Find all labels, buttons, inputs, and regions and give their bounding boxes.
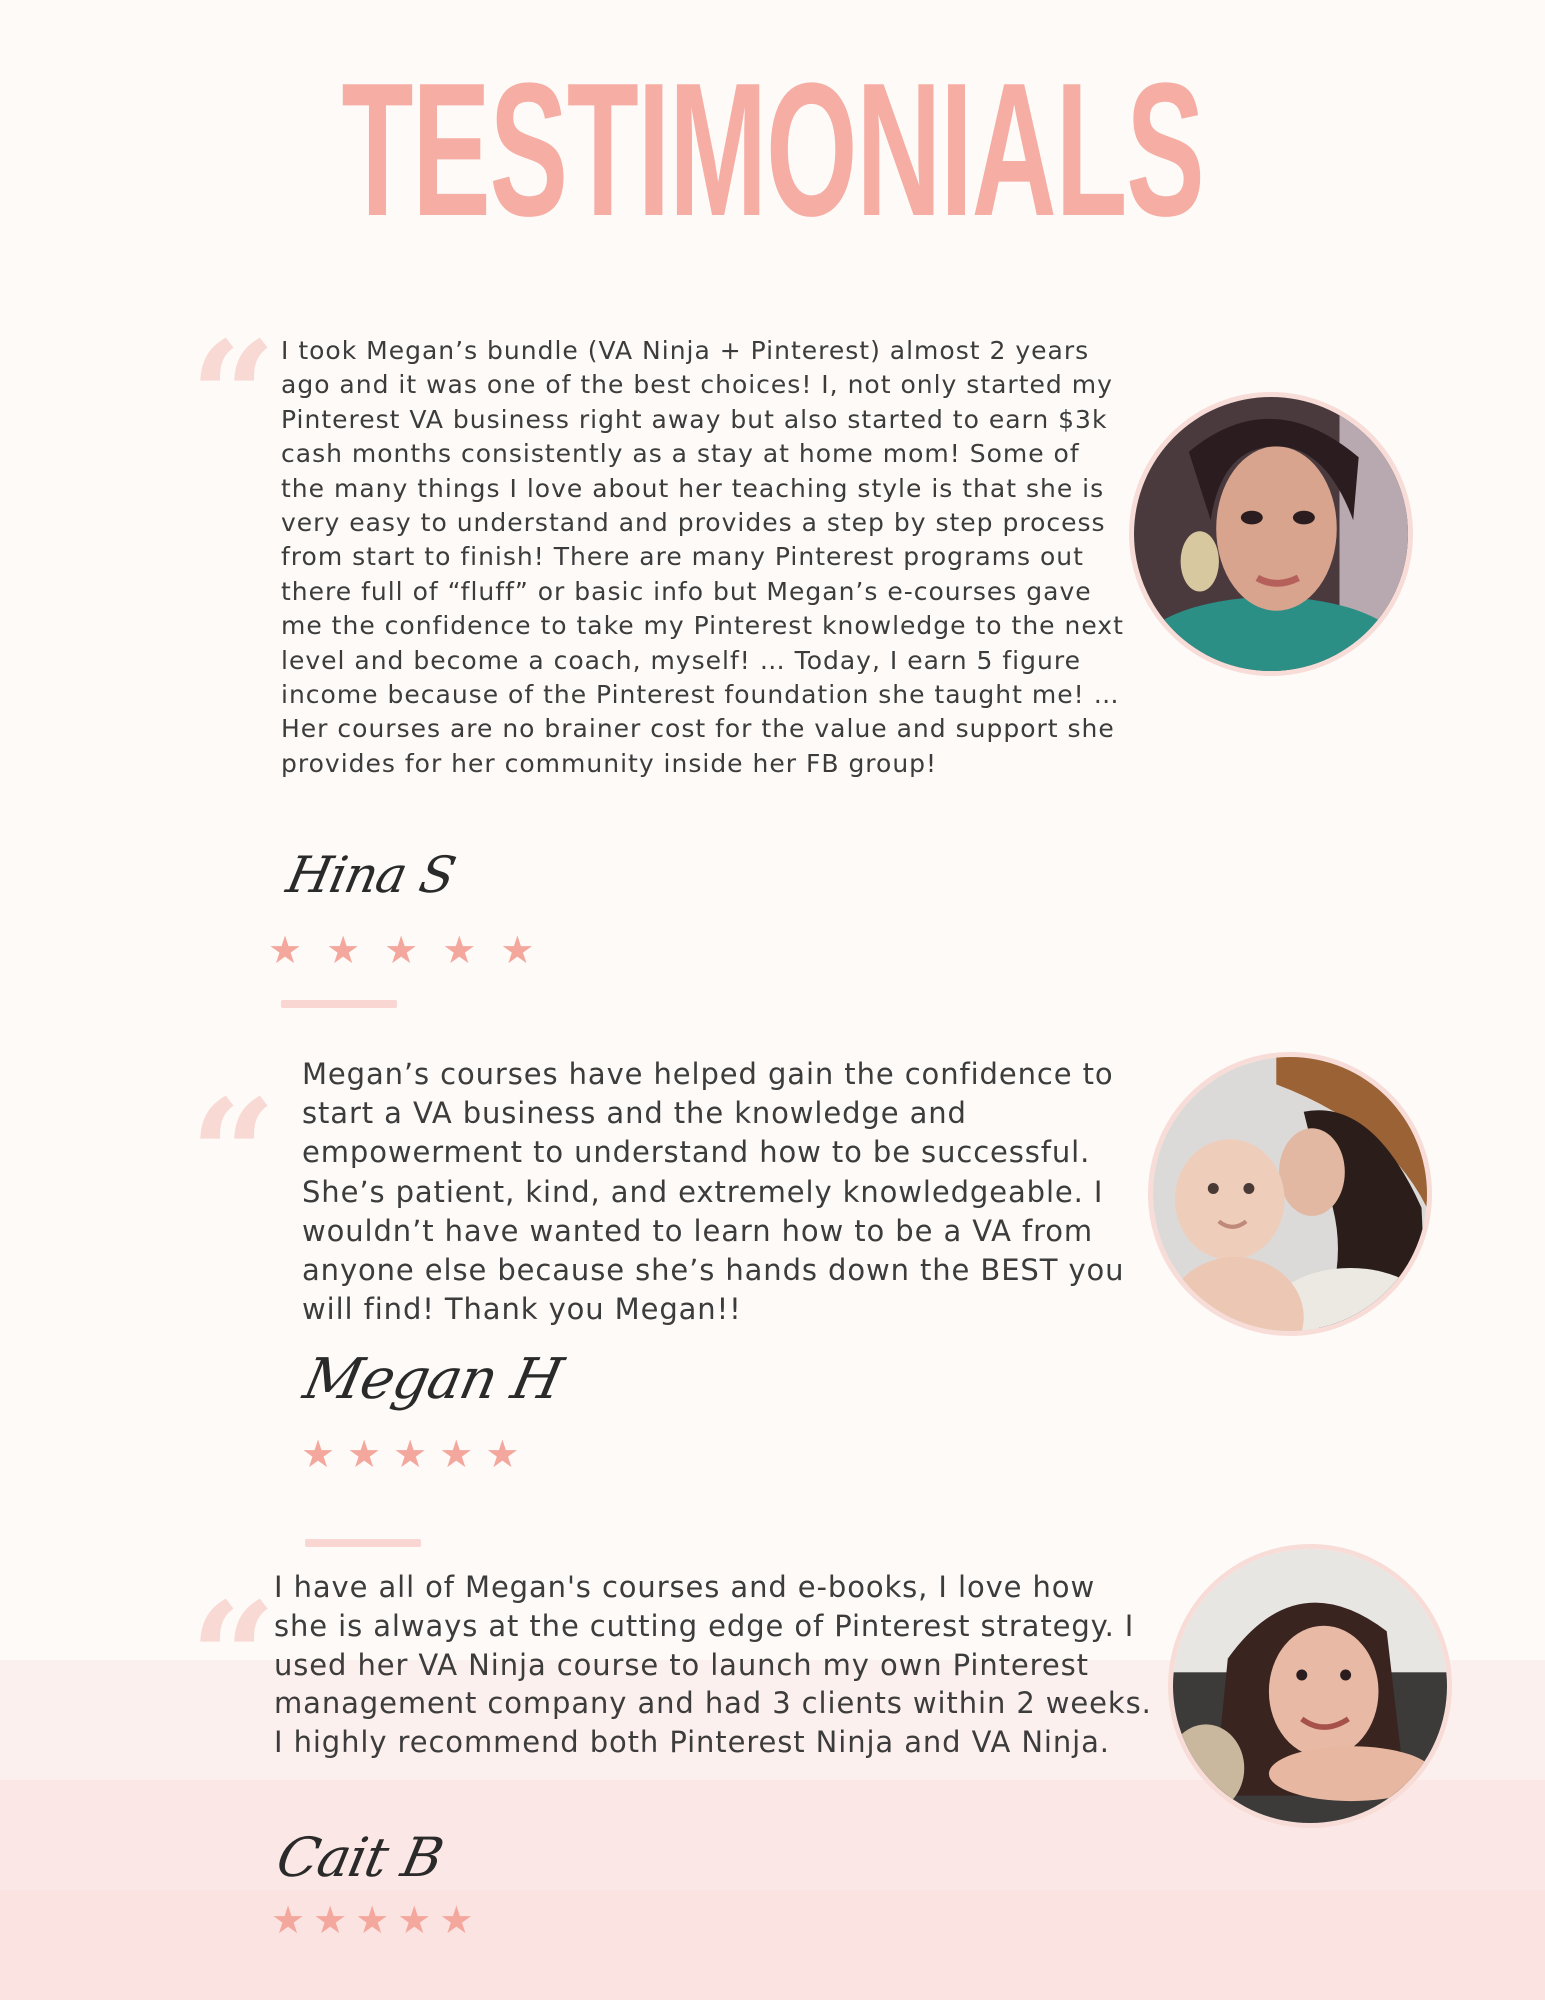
star-icon: ★: [326, 928, 361, 972]
star-icon: ★: [384, 928, 419, 972]
signature: Hina S: [281, 846, 460, 904]
testimonial-text: I have all of Megan's courses and e-books, I love how she is always at the cutting edge of Pinterest strategy. I used her VA Ninja course to launch my own Pinterest management company and had 3 clients within 2 weeks. I highly recommend both Pinterest Ninja and VA Ninja.: [274, 1570, 1152, 1760]
quote-mark-icon: “: [190, 1092, 277, 1182]
star-rating: [301, 1434, 519, 1474]
star-icon: ★: [271, 1898, 306, 1942]
star-rating: [268, 930, 534, 970]
avatar: [1148, 1052, 1432, 1336]
star-icon: ★: [393, 1432, 428, 1476]
quote-mark-icon: “: [190, 334, 277, 424]
divider: [281, 1000, 397, 1008]
star-icon: ★: [439, 1432, 474, 1476]
star-icon: ★: [500, 928, 535, 972]
avatar: [1168, 1544, 1452, 1828]
star-icon: ★: [485, 1432, 520, 1476]
testimonial-text: Megan’s courses have helped gain the confidence to start a VA business and the knowledge and empowerment to understand how to be successful. She’s patient, kind, and extremely knowledgeable. I wouldn’t have wanted to learn how to be a VA from anyone else because she’s hands down the BEST you will find! Thank you Megan!!: [302, 1057, 1125, 1327]
signature: Megan H: [298, 1347, 568, 1412]
star-icon: ★: [301, 1432, 336, 1476]
star-rating: [271, 1900, 473, 1940]
star-icon: ★: [397, 1898, 432, 1942]
quote-mark-icon: “: [190, 1595, 277, 1685]
signature: Cait B: [271, 1826, 449, 1889]
star-icon: ★: [313, 1898, 348, 1942]
star-icon: ★: [442, 928, 477, 972]
star-icon: ★: [268, 928, 303, 972]
star-icon: ★: [439, 1898, 474, 1942]
divider: [305, 1539, 421, 1547]
star-icon: ★: [355, 1898, 390, 1942]
avatar: [1129, 392, 1413, 676]
star-icon: ★: [347, 1432, 382, 1476]
testimonial-text: I took Megan’s bundle (VA Ninja + Pinterest) almost 2 years ago and it was one of the best choices! I, not only started my Pinterest VA business right away but also started to earn $3k cash months consistently as a stay at home mom! Some of the many things I love about her teaching style is that she is very easy to understand and provides a step by step process from start to finish! There are many Pinterest programs out there full of “fluff” or basic info but Megan’s e-courses gave me the confidence to take my Pinterest knowledge to the next level and become a coach, myself! … Today, I earn 5 figure income because of the Pinterest foundation she taught me! … Her courses are no brainer cost for the value and support she provides for her community inside her FB group!: [281, 336, 1124, 778]
page-title: TESTIMONIALS: [341, 44, 1204, 256]
